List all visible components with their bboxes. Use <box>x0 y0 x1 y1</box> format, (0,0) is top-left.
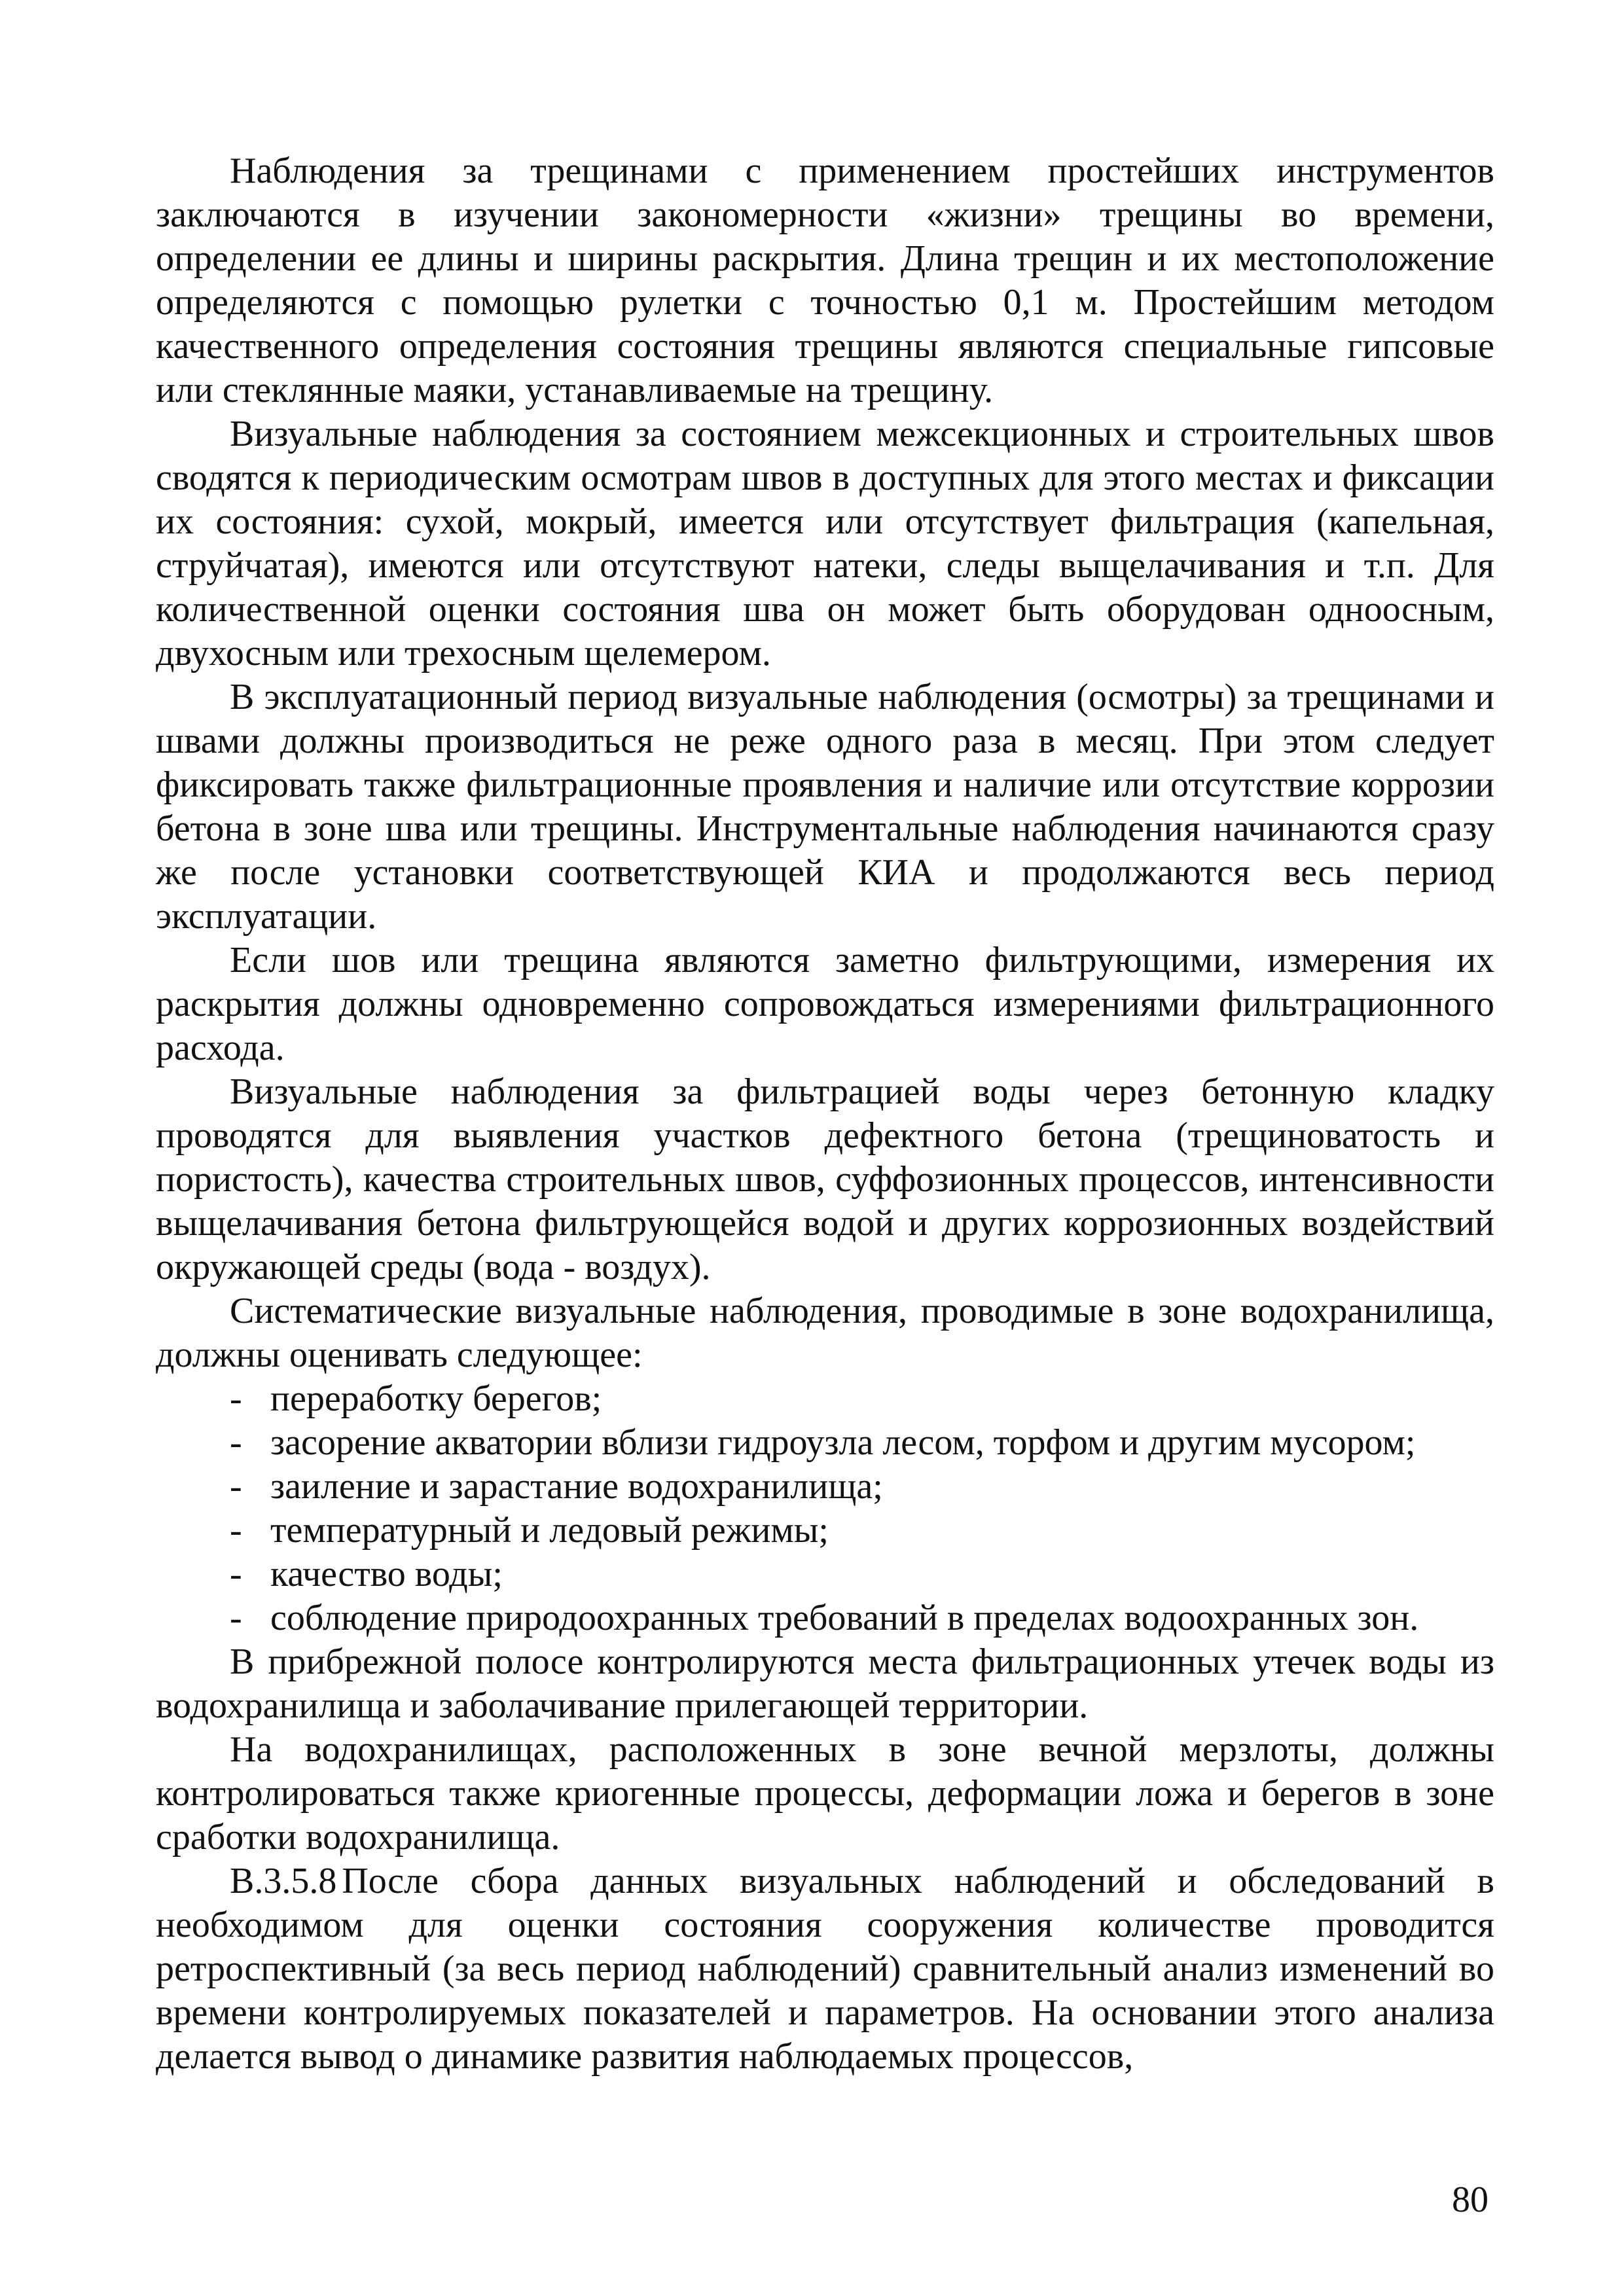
list-dash: - <box>230 1510 242 1551</box>
list-item-text: качество воды; <box>270 1554 503 1594</box>
paragraph-crack-instruments: Наблюдения за трещинами с применением простейших инструментов заключаются в изучении закономерности «жизни» трещины во времени, определении ее длины и ширины раскрытия. Длина трещин и их местоположение определяются с помощью рулетки с точностью 0,1 м. Простейшим методом качественного определения состояния трещины являются специальные гипсовые или стеклянные маяки, устанавливаемые на трещину. <box>156 151 1494 410</box>
list-item-text: заиление и зарастание водохранилища; <box>270 1466 883 1507</box>
list-item <box>156 1509 1494 1552</box>
list-item <box>156 1596 1494 1640</box>
list-item-text: засорение акватории вблизи гидроузла лесом, торфом и другим мусором; <box>270 1422 1416 1463</box>
list-dash: - <box>230 1422 242 1463</box>
list-item-text: соблюдение природоохранных требований в пределах водоохранных зон. <box>270 1598 1419 1638</box>
list-dash: - <box>230 1466 242 1507</box>
document-body <box>156 149 1494 2079</box>
list-item-text: переработку берегов; <box>270 1378 602 1419</box>
clause-text: После сбора данных визуальных наблюдений и обследований в необходимом для оценки состояния сооружения количестве проводится ретроспективный (за весь период наблюдений) сравнительный анализ изменений во времени контролируемых показателей и параметров. На основании этого анализа делается вывод о динамике развития наблюдаемых процессов, <box>156 1861 1494 2077</box>
paragraph-operational-period: В эксплуатационный период визуальные наблюдения (осмотры) за трещинами и швами должны производиться не реже одного раза в месяц. При этом следует фиксировать также фильтрационные проявления и наличие или отсутствие коррозии бетона в зоне шва или трещины. Инструментальные наблюдения начинаются сразу же после установки соответствующей КИА и продолжаются весь период эксплуатации. <box>156 677 1494 937</box>
list-dash: - <box>230 1598 242 1638</box>
paragraph-joint-inspection: Визуальные наблюдения за состоянием межсекционных и строительных швов сводятся к периодическим осмотрам швов в доступных для этого местах и фиксации их состояния: сухой, мокрый, имеется или отсутствует фильтрация (капельная, струйчатая), имеются или отсутствуют натеки, следы выщелачивания и т.п. Для количественной оценки состояния шва он может быть оборудован одноосным, двухосным или трехосным щелемером. <box>156 414 1494 673</box>
list-dash: - <box>230 1554 242 1594</box>
paragraph-reservoir-observations: Систематические визуальные наблюдения, проводимые в зоне водохранилища, должны оценивать следующее: <box>156 1291 1494 1375</box>
list-item <box>156 1465 1494 1509</box>
paragraph-water-filtration: Визуальные наблюдения за фильтрацией воды через бетонную кладку проводятся для выявления участков дефектного бетона (трещиноватость и пористость), качества строительных швов, суффозионных процессов, интенсивности выщелачивания бетона фильтрующейся водой и других коррозионных воздействий окружающей среды (вода - воздух). <box>156 1071 1494 1287</box>
list-item <box>156 1552 1494 1596</box>
clause-number: В.3.5.8 <box>230 1861 337 1901</box>
list-item <box>156 1377 1494 1421</box>
page-number: 80 <box>1452 2179 1489 2220</box>
reservoir-checklist <box>156 1377 1494 1640</box>
paragraph-shoreline-control: В прибрежной полосе контролируются места фильтрационных утечек воды из водохранилища и заболачивание прилегающей территории. <box>156 1641 1494 1726</box>
list-item <box>156 1421 1494 1465</box>
paragraph-filtering-joints: Если шов или трещина являются заметно фильтрующими, измерения их раскрытия должны одновременно сопровождаться измерениями фильтрационного расхода. <box>156 940 1494 1068</box>
list-item-text: температурный и ледовый режимы; <box>270 1510 829 1551</box>
paragraph-retrospective-analysis <box>156 1859 1494 2079</box>
paragraph-permafrost-reservoirs: На водохранилищах, расположенных в зоне вечной мерзлоты, должны контролироваться также криогенные процессы, деформации ложа и берегов в зоне сработки водохранилища. <box>156 1729 1494 1857</box>
list-dash: - <box>230 1378 242 1419</box>
